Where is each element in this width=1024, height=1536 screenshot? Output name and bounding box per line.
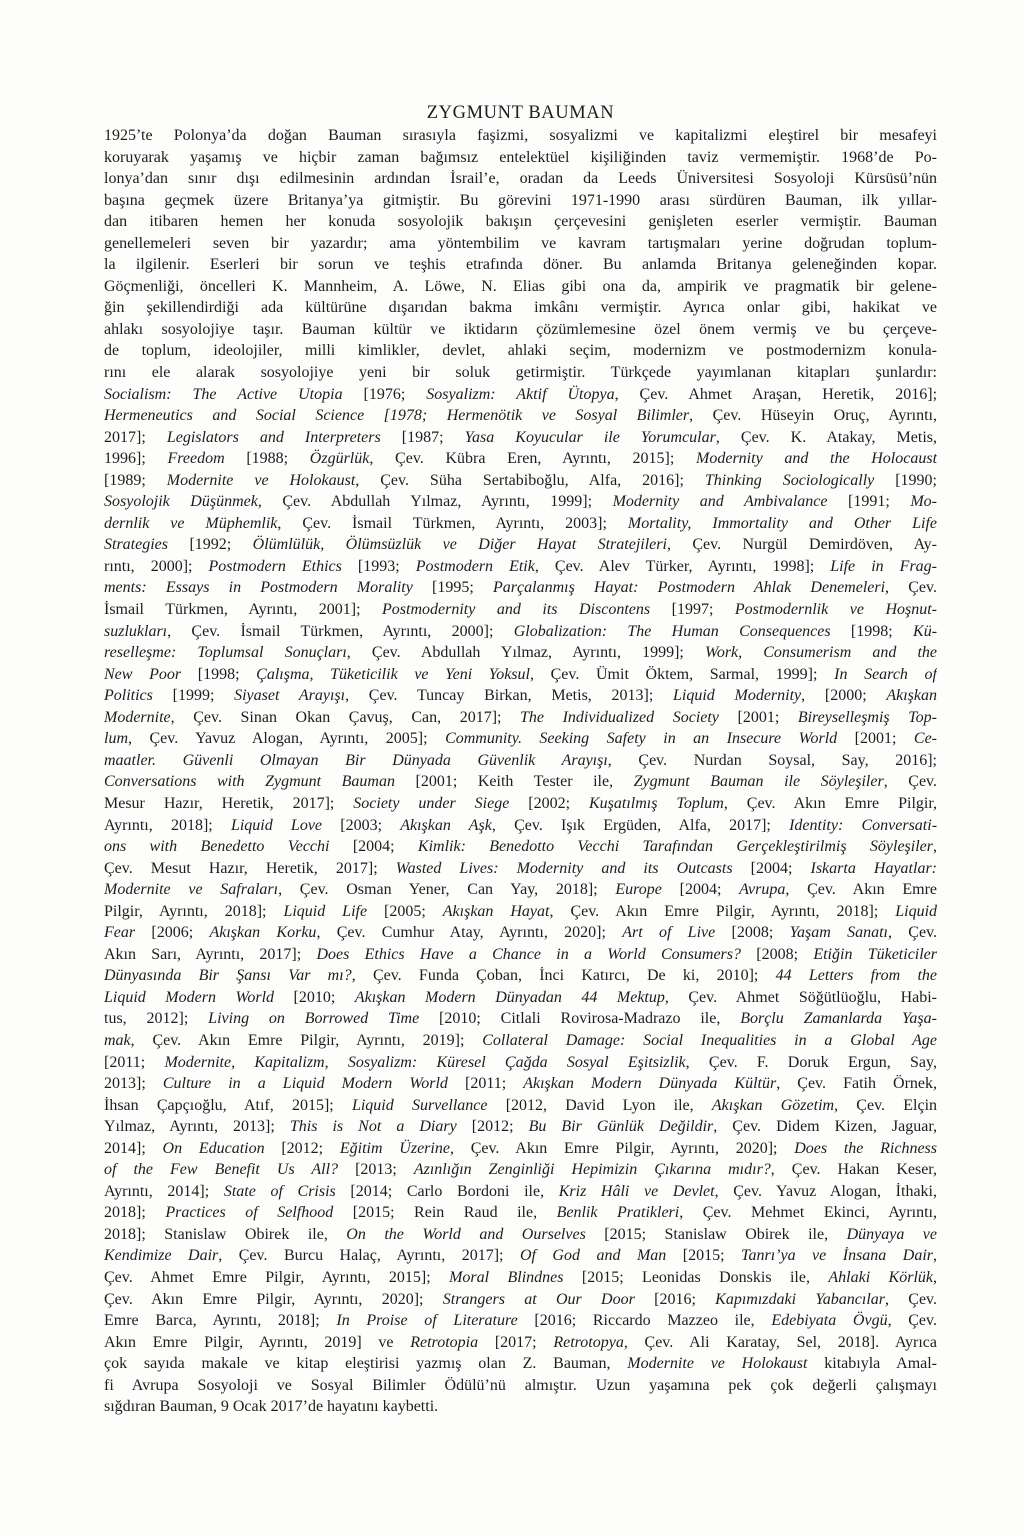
text-segment: [1998; xyxy=(850,622,914,640)
text-segment: [2017; xyxy=(494,1333,554,1351)
book-title-segment: Avrupa xyxy=(739,881,786,899)
text-line xyxy=(104,513,937,535)
book-title-segment: State of Crisis xyxy=(223,1182,351,1200)
book-title-segment: This is Not a Diary xyxy=(289,1118,472,1136)
text-segment: 1925’te Polonya’da doğan Bauman sırasıyla faşizmi, sosyalizmi ve kapitalizmi eleştirel bir mesafeyi xyxy=(104,127,937,144)
book-title-segment: Çalışma, Tüketicilik ve Yeni Yoksul xyxy=(256,665,530,683)
book-title-segment: Mortality, Immortality and Other Life xyxy=(627,514,937,532)
text-segment: , Çev. Akın Emre xyxy=(785,881,937,899)
text-line xyxy=(104,233,937,255)
text-segment: ğin şekillendirdiği ada kültürüne dışarıdan bakma imkânı vermiştir. Ayrıca onlar gibi, hakikat ve xyxy=(104,299,937,317)
book-title-segment: Ce- xyxy=(913,730,937,748)
text-segment: [2010; xyxy=(293,988,355,1006)
text-segment: Çev. Ahmet Emre Pilgir, Ayrıntı, 2015]; xyxy=(104,1268,450,1286)
text-segment: [2016; xyxy=(654,1290,716,1308)
text-segment: [2008; xyxy=(731,924,790,942)
book-title-segment: Akışkan Modern Dünyadan 44 Mektup xyxy=(354,988,665,1006)
text-segment: [1995; xyxy=(432,579,494,597)
text-segment: , Çev. xyxy=(883,773,937,791)
text-segment: 2017]; xyxy=(104,428,167,446)
text-line xyxy=(104,685,937,707)
book-title-segment: reselleşme: Toplumsal Sonuçları xyxy=(104,644,347,662)
text-segment: , Çev. Işık Ergüden, Alfa, 2017]; xyxy=(491,816,790,834)
book-title-segment: Liquid Modern World xyxy=(104,988,294,1006)
book-title-segment: Benlik Pratikleri xyxy=(556,1204,680,1222)
text-segment: [2013; xyxy=(355,1161,414,1179)
text-segment: , Çev. Burcu Halaç, Ayrıntı, 2017]; xyxy=(218,1247,520,1265)
text-segment: Pilgir, Ayrıntı, 2018]; xyxy=(104,902,284,920)
book-title-segment: Liquid Survellance xyxy=(351,1096,506,1114)
text-line xyxy=(104,1181,937,1203)
text-segment: [2004; xyxy=(679,881,740,899)
book-title-segment: Socialism: The Active Utopia xyxy=(104,385,364,403)
text-segment: , Çev. Hakan Keser, xyxy=(770,1161,937,1179)
book-title-segment: Moral Blindnes xyxy=(449,1268,582,1286)
book-title-segment: Kapımızdaki Yabancılar xyxy=(715,1290,885,1308)
text-segment: [1990; xyxy=(895,471,937,489)
text-segment: [2014; Carlo Bordoni ile, xyxy=(350,1182,559,1200)
text-line xyxy=(104,1052,937,1074)
text-segment: Yılmaz, Ayrıntı, 2013]; xyxy=(104,1118,290,1136)
text-segment: , xyxy=(933,838,937,856)
book-title-segment: Thinking Sociologically xyxy=(704,471,896,489)
text-segment: [2001; xyxy=(854,730,914,748)
book-title-segment: Does the Richness xyxy=(794,1139,937,1157)
book-title-segment: Does Ethics Have a Chance in a World Consumers? xyxy=(316,945,757,963)
text-line xyxy=(104,599,937,621)
book-title-segment: Zygmunt Bauman ile Söyleşiler xyxy=(633,773,884,791)
text-segment: , Çev. Elçin xyxy=(834,1096,937,1114)
book-title-segment: Work, Consumerism and the xyxy=(704,644,937,662)
text-segment: , Çev. Ahmet Söğütlüoğlu, Habi- xyxy=(664,988,937,1006)
book-title-segment: Kendimize Dair xyxy=(104,1247,219,1265)
book-title-segment: Kü- xyxy=(913,622,937,640)
text-segment: Çev. Akın Emre Pilgir, Ayrıntı, 2020]; xyxy=(104,1290,443,1308)
book-title-segment: dernlik ve Müphemlik xyxy=(104,514,278,532)
book-title-segment: Sosyalizm: Aktif Ütopya xyxy=(426,385,615,403)
text-segment: koruyarak yaşamış ve hiçbir zaman bağımsız entelektüel kişiliğinden taviz vermemiştir. 1968’de Po- xyxy=(104,148,937,166)
book-title-segment: Hermeneutics and Social Science [1978; Hermenötik ve Sosyal Bilimler xyxy=(104,407,690,425)
text-segment: sığdıran Bauman, 9 Ocak 2017’de hayatını kaybetti. xyxy=(104,1398,439,1416)
text-segment: [2010; Citlali Rovirosa-Madrazo ile, xyxy=(439,1010,741,1028)
book-title-segment: Eğitim Üzerine xyxy=(339,1139,450,1157)
text-segment: 2013]; xyxy=(104,1075,163,1093)
book-title-segment: of the Few Benefit Us All? xyxy=(104,1161,356,1179)
text-line xyxy=(104,405,937,427)
page-title: ZYGMUNT BAUMAN xyxy=(426,103,615,123)
book-title-segment: Life in Frag- xyxy=(830,557,937,575)
text-line xyxy=(104,879,937,901)
book-title-segment: lum xyxy=(104,730,128,748)
text-line xyxy=(104,556,937,578)
text-line xyxy=(104,664,937,686)
text-line xyxy=(104,793,937,815)
text-segment: , Çev. Funda Çoban, İnci Katırcı, De ki, 2010]; xyxy=(351,967,776,985)
text-segment: genellemeleri seven bir yazardır; ama yöntembilim ve kavram tartışmaları yerine doğrudan toplum- xyxy=(104,234,937,252)
text-line xyxy=(104,1396,937,1418)
book-title-segment: Retrotopia xyxy=(410,1333,495,1351)
text-segment: fi Avrupa Sosyoloji ve Sosyal Bilimler Ödülü’nü almıştır. Uzun yaşamına pek çok değerli çalışmayı xyxy=(104,1376,937,1394)
book-title-segment: Community. Seeking Safety in an Insecure World xyxy=(445,730,855,748)
text-line xyxy=(104,987,937,1009)
text-segment: , Çev. xyxy=(887,1312,937,1330)
book-title-segment: Postmodern Ethics xyxy=(208,557,358,575)
text-line xyxy=(104,168,937,190)
text-segment: çok sayıda makale ve kitap eleştirisi yazmış olan Z. Bauman, xyxy=(104,1355,628,1373)
text-segment: Emre Barca, Ayrıntı, 2018]; xyxy=(104,1312,337,1330)
text-segment: [1991; xyxy=(848,493,911,511)
book-title-segment: Akışkan Modern Dünyada Kültür xyxy=(523,1075,777,1093)
book-title-segment: Postmodernity and its Discontens xyxy=(382,601,672,619)
text-segment: [2015; Stanislaw Obirek ile, xyxy=(604,1225,847,1243)
text-segment: , Çev. Akın Emre Pilgir, xyxy=(723,794,937,812)
text-line xyxy=(104,577,937,599)
text-segment: [1993; xyxy=(357,557,416,575)
text-segment: [2005; xyxy=(384,902,443,920)
book-title-segment: Wasted Lives: Modernity and its Outcasts xyxy=(395,859,751,877)
text-line xyxy=(104,491,937,513)
book-title-segment: Freedom xyxy=(167,450,247,468)
text-segment: , Çev. Akın Emre Pilgir, Ayrıntı, 2019]; xyxy=(130,1031,483,1049)
text-segment: [2006; xyxy=(151,924,210,942)
text-segment: , Çev. xyxy=(885,579,937,597)
book-title-segment: Siyaset Arayışı xyxy=(234,687,346,705)
text-segment: Ayrıntı, 2014]; xyxy=(104,1182,224,1200)
book-title-segment: Practices of Selfhood xyxy=(165,1204,353,1222)
text-line xyxy=(104,147,937,169)
text-segment: 1996]; xyxy=(104,450,168,468)
text-line xyxy=(104,621,937,643)
text-line xyxy=(104,707,937,729)
book-title-segment: Bireyselleşmiş Top- xyxy=(797,708,937,726)
text-line xyxy=(104,319,937,341)
book-title-segment: Fear xyxy=(104,924,152,942)
text-segment: , Çev. xyxy=(888,924,937,942)
book-title-segment: Society under Siege xyxy=(353,794,529,812)
text-segment: , Çev. Alev Türker, Ayrıntı, 1998]; xyxy=(534,557,831,575)
text-segment: , Çev. Hüseyin Oruç, Ayrıntı, xyxy=(689,407,937,425)
text-line xyxy=(104,427,937,449)
text-line xyxy=(104,254,937,276)
text-line xyxy=(104,448,937,470)
book-title-segment: Yasa Koyucular ile Yorumcular xyxy=(464,428,716,446)
text-line xyxy=(104,1224,937,1246)
text-segment: [2001; Keith Tester ile, xyxy=(415,773,634,791)
text-line xyxy=(104,190,937,212)
text-segment: , Çev. Cumhur Atay, Ayrıntı, 2020]; xyxy=(316,924,623,942)
text-segment: [2012, David Lyon ile, xyxy=(505,1096,712,1114)
book-title-segment: Akışkan Gözetim xyxy=(711,1096,835,1114)
article xyxy=(104,103,937,1418)
text-segment: , Çev. K. Atakay, Metis, xyxy=(715,428,937,446)
text-segment: , Çev. Osman Yener, Can Yay, 2018]; xyxy=(278,881,616,899)
text-segment: [2011; xyxy=(464,1075,524,1093)
text-segment: Ayrıntı, 2018]; xyxy=(104,816,231,834)
text-segment: Çev. Mesut Hazır, Heretik, 2017]; xyxy=(104,859,396,877)
text-segment: , Çev. İsmail Türkmen, Ayrıntı, 2000]; xyxy=(167,622,514,640)
text-segment: [2015; Rein Raud ile, xyxy=(352,1204,557,1222)
text-segment: , Çev. Ali Karatay, Sel, 2018]. Ayrıca xyxy=(623,1333,937,1351)
text-segment: [1999; xyxy=(172,687,235,705)
text-line xyxy=(104,836,937,858)
text-line xyxy=(104,1353,937,1375)
text-line xyxy=(104,211,937,233)
book-title-segment: mak xyxy=(104,1031,131,1049)
text-line xyxy=(104,771,937,793)
book-title-segment: Strategies xyxy=(104,536,190,554)
text-segment: [1988; xyxy=(246,450,310,468)
book-title-segment: Liquid xyxy=(895,902,937,920)
text-segment: başına geçmek üzere Britanya’ya gitmiştir. Bu görevini 1971-1990 arası sürdüren Bauman, ilk yıllar- xyxy=(104,191,937,209)
text-segment: , Çev. Nurdan Soysal, Say, 2016]; xyxy=(607,751,937,769)
book-title-segment: ons with Benedetto Vecchi xyxy=(104,838,353,856)
book-title-segment: Legislators and Interpreters xyxy=(166,428,402,446)
text-segment: [2012; xyxy=(471,1118,529,1136)
text-line xyxy=(104,1245,937,1267)
text-segment: , Çev. xyxy=(885,1290,937,1308)
book-title-segment: Modernite xyxy=(104,708,171,726)
text-segment: İsmail Türkmen, Ayrıntı, 2001]; xyxy=(104,601,383,619)
text-line xyxy=(104,470,937,492)
text-line xyxy=(104,534,937,556)
book-title-segment: Bu Bir Günlük Değildir xyxy=(528,1118,714,1136)
book-title-segment: Of God and Man xyxy=(519,1247,683,1265)
book-title-segment: Globalization: The Human Consequences xyxy=(513,622,851,640)
book-title-segment: Özgürlük xyxy=(309,450,370,468)
text-line xyxy=(104,1138,937,1160)
text-segment: Göçmenliği, öncelleri K. Mannheim, A. Löwe, N. Elias gibi ona da, ampirik ve pragmatik bir gelene- xyxy=(104,277,937,295)
book-title-segment: Politics xyxy=(104,687,173,705)
text-segment: 2018]; xyxy=(104,1204,166,1222)
text-line xyxy=(104,1095,937,1117)
book-title-segment: The Individualized Society xyxy=(520,708,738,726)
book-title-segment: Parçalanmış Hayat: Postmodern Ahlak Denemeleri xyxy=(493,579,886,597)
text-line xyxy=(104,1202,937,1224)
text-line xyxy=(104,276,937,298)
book-title-segment: Akışkan Korku xyxy=(209,924,317,942)
book-title-segment: Kimlik: Benedotto Vecchi Tarafından Gerçekleştirilmiş Söyleşiler xyxy=(417,838,933,856)
text-segment: , Çev. Yavuz Alogan, İthaki, xyxy=(714,1182,937,1200)
book-title-segment: Modernite ve Holokaust xyxy=(627,1355,808,1373)
text-line xyxy=(104,384,937,406)
text-segment: , Çev. Yavuz Alogan, Ayrıntı, 2005]; xyxy=(128,730,446,748)
book-title-segment: Kriz Hâli ve Devlet xyxy=(558,1182,715,1200)
book-title-segment: Art of Live xyxy=(622,924,732,942)
book-title-segment: Collateral Damage: Social Inequalities in a Global Age xyxy=(482,1031,937,1049)
book-title-segment: Ahlaki Körlük xyxy=(828,1268,933,1286)
book-title-segment: Retrotopya xyxy=(553,1333,624,1351)
text-segment: [1987; xyxy=(401,428,465,446)
book-title-segment: Living on Borrowed Time xyxy=(208,1010,440,1028)
text-line xyxy=(104,1267,937,1289)
text-segment: de toplum, ideolojiler, milli kimlikler, devlet, ahlaki seçim, modernizm ve postmodernizm konula- xyxy=(104,342,937,360)
text-segment: , Çev. Abdullah Yılmaz, Ayrıntı, 1999]; xyxy=(257,493,613,511)
book-title-segment: Postmodernlik ve Hoşnut- xyxy=(734,601,937,619)
text-segment: , Çev. Ahmet Araşan, Heretik, 2016]; xyxy=(614,385,937,403)
book-title-segment: 44 Letters from the xyxy=(775,967,937,985)
book-title-segment: Postmodern Etik xyxy=(415,557,535,575)
text-line xyxy=(104,1332,937,1354)
text-segment: Mesur Hazır, Heretik, 2017]; xyxy=(104,794,354,812)
book-title-segment: Culture in a Liquid Modern World xyxy=(162,1075,465,1093)
book-title-segment: Akışkan xyxy=(886,687,937,705)
text-line xyxy=(104,1030,937,1052)
book-title-segment: Sosyolojik Düşünmek xyxy=(104,493,258,511)
text-segment: , Çev. Sinan Okan Çavuş, Can, 2017]; xyxy=(170,708,521,726)
text-segment: [2011; xyxy=(104,1053,165,1071)
text-segment: [1997; xyxy=(671,601,735,619)
text-line xyxy=(104,1375,937,1397)
text-segment: İhsan Çapçıoğlu, Atıf, 2015]; xyxy=(104,1096,352,1114)
text-line xyxy=(104,1073,937,1095)
text-segment: 2018]; Stanislaw Obirek ile, xyxy=(104,1225,347,1243)
book-title-segment: New Poor xyxy=(104,665,198,683)
book-title-segment: On the World and Ourselves xyxy=(346,1225,605,1243)
book-title-segment: Modernite ve Holokaust xyxy=(166,471,356,489)
text-line xyxy=(104,1289,937,1311)
text-line xyxy=(104,965,937,987)
text-segment: , Çev. Akın Emre Pilgir, Ayrıntı, 2020]; xyxy=(449,1139,795,1157)
text-segment: [2004; xyxy=(352,838,418,856)
text-line xyxy=(104,297,937,319)
text-line xyxy=(104,125,937,147)
text-segment: [2012; xyxy=(281,1139,340,1157)
book-title-segment: Edebiyata Övgü xyxy=(771,1312,888,1330)
book-title-segment: Yaşam Sanatı xyxy=(789,924,889,942)
text-segment: [1992; xyxy=(189,536,253,554)
book-title-segment: maatler. Güvenli Olmayan Bir Dünyada Güvenlik Arayışı xyxy=(104,751,608,769)
text-segment: [2001; xyxy=(737,708,798,726)
text-segment: [2016; Riccardo Mazzeo ile, xyxy=(534,1312,772,1330)
text-segment: [1989; xyxy=(104,471,167,489)
book-title-segment: Modernity and the Holocaust xyxy=(696,450,937,468)
text-segment: la ilgilenir. Eserleri bir sorun ve teşhis etrafında döner. Bu anlamda Britanya geleneğinden kopar. xyxy=(104,256,937,274)
book-title-segment: Liquid Modernity xyxy=(673,687,802,705)
text-segment: , Çev. F. Doruk Ergun, Say, xyxy=(685,1053,937,1071)
text-line xyxy=(104,815,937,837)
book-title-segment: Liquid Life xyxy=(283,902,385,920)
text-line xyxy=(104,750,937,772)
text-segment: [2015; Leonidas Donskis ile, xyxy=(581,1268,829,1286)
text-segment: , Çev. Akın Emre Pilgir, Ayrıntı, 2018]; xyxy=(549,902,896,920)
text-segment: , Çev. Ümit Öktem, Sarmal, 1999]; xyxy=(529,665,835,683)
text-segment: [1976; xyxy=(363,385,427,403)
text-line xyxy=(104,858,937,880)
book-title-segment: Etiğin Tüketiciler xyxy=(813,945,937,963)
text-segment: Akın Emre Pilgir, Ayrıntı, 2019] ve xyxy=(104,1333,411,1351)
text-segment: rını ele alarak sosyolojiye yeni bir soluk getirmiştir. Türkçede yayımlanan kitapları şunlardır: xyxy=(104,364,937,382)
book-title-segment: Kuşatılmış Toplum xyxy=(589,794,724,812)
text-segment: , Çev. Didem Kizen, Jaguar, xyxy=(713,1118,937,1136)
text-line xyxy=(104,642,937,664)
text-segment: [2002; xyxy=(528,794,589,812)
book-title-segment: Modernity and Ambivalance xyxy=(612,493,849,511)
book-title-segment: In Search of xyxy=(834,665,937,683)
book-title-segment: Identity: Conversati- xyxy=(789,816,937,834)
article-body xyxy=(104,125,937,1418)
text-segment: , Çev. Kübra Eren, Ayrıntı, 2015]; xyxy=(369,450,697,468)
book-title-segment: Iskarta Hayatlar: xyxy=(810,859,937,877)
book-title-segment: Modernite ve Safraları xyxy=(104,881,279,899)
text-segment: , xyxy=(933,1268,937,1286)
text-segment: , [2000; xyxy=(801,687,887,705)
book-title-segment: Dünyasında Bir Şansı Var mı? xyxy=(104,967,352,985)
text-line xyxy=(104,362,937,384)
text-segment: [1998; xyxy=(197,665,257,683)
book-title-segment: On Education xyxy=(162,1139,282,1157)
text-segment: 2014]; xyxy=(104,1139,163,1157)
text-segment: [2003; xyxy=(340,816,401,834)
book-title-segment: Ölümlülük, Ölümsüzlük ve Diğer Hayat Stratejileri xyxy=(252,536,667,554)
text-line xyxy=(104,340,937,362)
book-title-segment: ments: Essays in Postmodern Morality xyxy=(104,579,433,597)
book-title-segment: Liquid Love xyxy=(230,816,341,834)
book-title-segment: Tanrı’ya ve İnsana Dair xyxy=(741,1247,934,1265)
text-segment: , Çev. Abdullah Yılmaz, Ayrıntı, 1999]; xyxy=(346,644,705,662)
text-segment: ahlakı sosyolojiye taşır. Bauman kültür ve iktidarın çözümlemesine özel önem vermiş ve bu çerçeve- xyxy=(104,320,937,338)
text-segment: [2004; xyxy=(750,859,811,877)
book-title-segment: Azınlığın Zenginliği Hepimizin Çıkarına mıdır? xyxy=(413,1161,771,1179)
text-segment: , Çev. Fatih Örnek, xyxy=(776,1075,937,1093)
text-segment: Akın Sarı, Ayrıntı, 2017]; xyxy=(104,945,317,963)
book-title-segment: Dünyaya ve xyxy=(846,1225,937,1243)
text-segment: rıntı, 2000]; xyxy=(104,557,209,575)
text-segment: [2008; xyxy=(756,945,814,963)
text-line xyxy=(104,728,937,750)
text-segment: , Çev. İsmail Türkmen, Ayrıntı, 2003]; xyxy=(277,514,628,532)
text-segment: , Çev. Tuncay Birkan, Metis, 2013]; xyxy=(345,687,673,705)
text-line xyxy=(104,1116,937,1138)
book-title-segment: Conversations with Zygmunt Bauman xyxy=(104,773,416,791)
book-title-segment: suzlukları xyxy=(104,622,168,640)
text-segment: dan itibaren hemen her konuda sosyolojik bakışın çerçevesini genişleten eserler vermiştir. Bauman xyxy=(104,213,937,231)
book-title-segment: Borçlu Zamanlarda Yaşa- xyxy=(740,1010,937,1028)
text-segment: , Çev. Nurgül Demirdöven, Ay- xyxy=(666,536,937,554)
text-line xyxy=(104,1310,937,1332)
text-segment: tus, 2012]; xyxy=(104,1010,209,1028)
book-title-segment: Strangers at Our Door xyxy=(442,1290,655,1308)
text-segment: , Çev. Mehmet Ekinci, Ayrıntı, xyxy=(679,1204,937,1222)
book-title-segment: Europe xyxy=(615,881,680,899)
book-title-segment: Akışkan Aşk xyxy=(400,816,492,834)
text-segment: , xyxy=(933,1247,937,1265)
text-segment: [2015; xyxy=(682,1247,742,1265)
text-line xyxy=(104,1159,937,1181)
text-line xyxy=(104,922,937,944)
text-segment: , Çev. Süha Sertabiboğlu, Alfa, 2016]; xyxy=(355,471,705,489)
text-line xyxy=(104,944,937,966)
text-line xyxy=(104,901,937,923)
book-title-segment: Akışkan Hayat xyxy=(442,902,550,920)
book-title-segment: In Proise of Literature xyxy=(336,1312,535,1330)
text-segment: lonya’dan sınır dışı edilmesinin ardından İsrail’e, oradan da Leeds Üniversitesi Sosyoloji Kürsüsü’nün xyxy=(104,170,937,188)
text-segment: kitabıyla Amal- xyxy=(807,1355,937,1373)
book-title-segment: Mo- xyxy=(910,493,937,511)
text-line xyxy=(104,1008,937,1030)
book-title-segment: Modernite, Kapitalizm, Sosyalizm: Küresel Çağda Sosyal Eşitsizlik xyxy=(164,1053,686,1071)
